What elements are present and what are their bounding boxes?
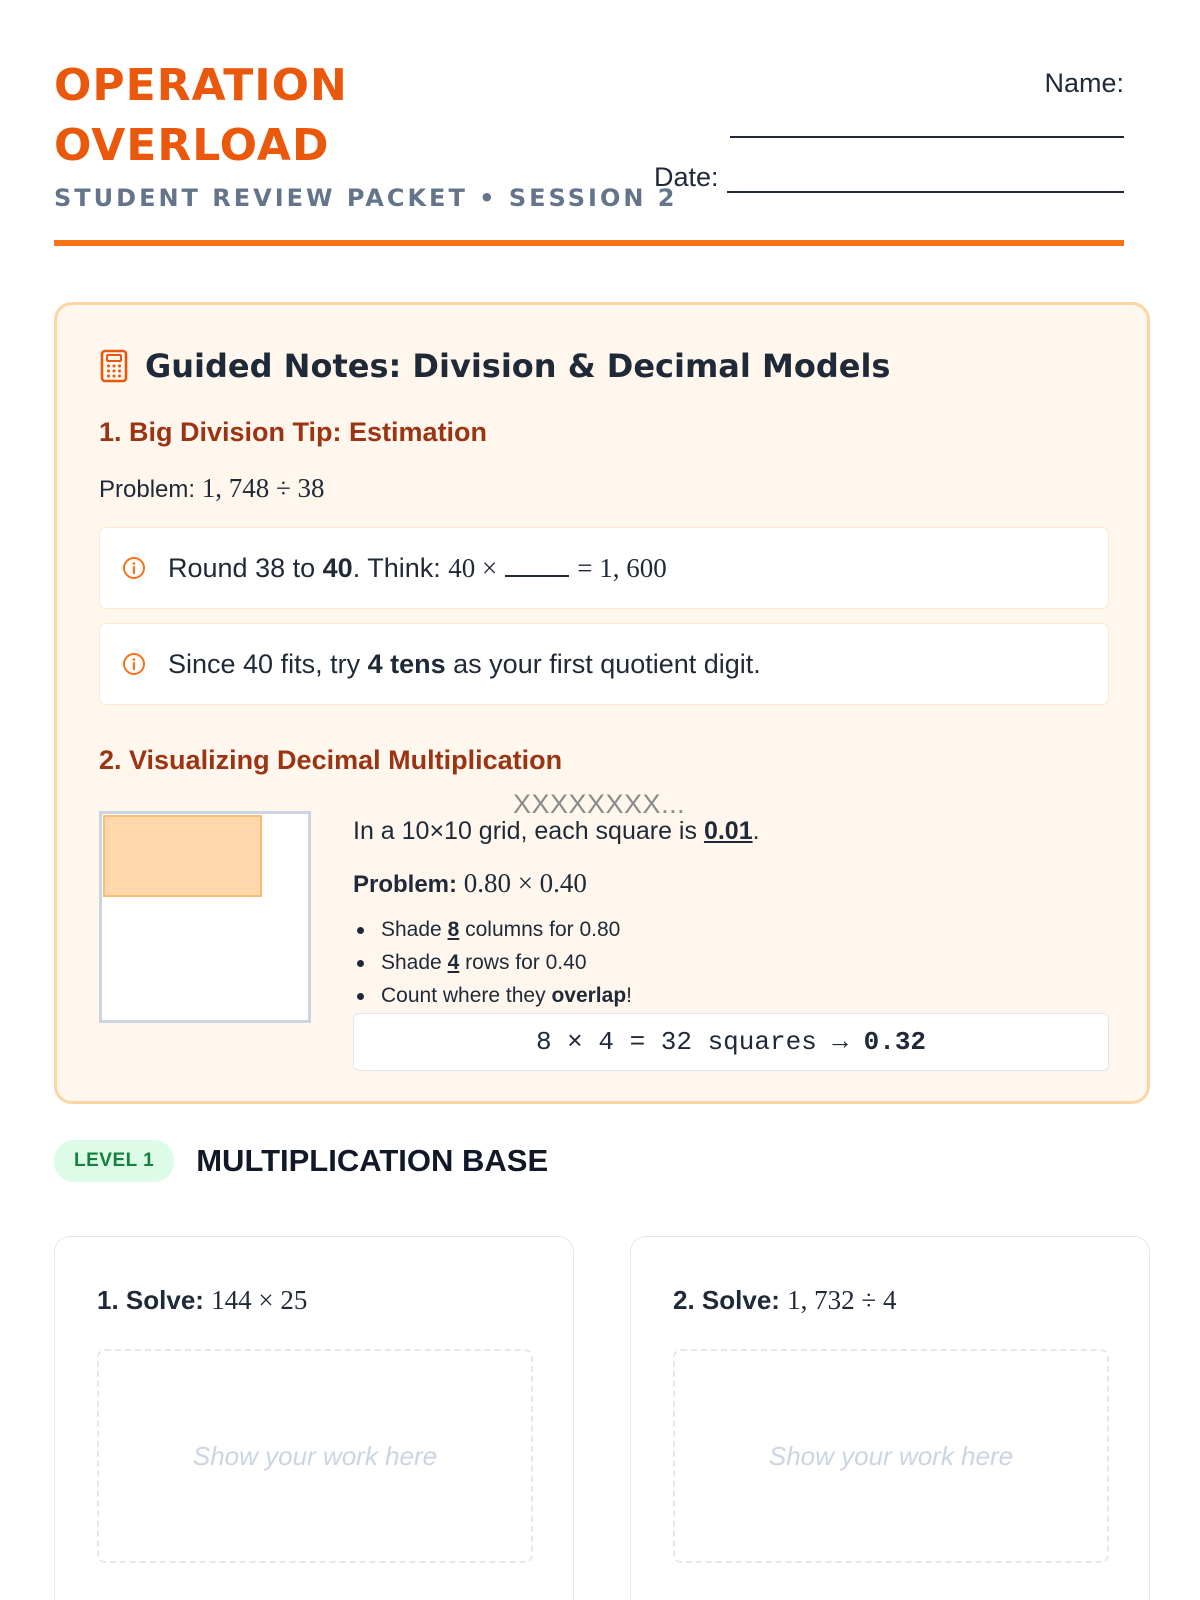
step-text: Shade [381, 918, 442, 941]
step-value: overlap [551, 984, 627, 1007]
info-icon [122, 652, 146, 676]
title-block [54, 56, 678, 212]
name-label: Name: [1044, 68, 1124, 98]
level-title: MULTIPLICATION BASE [196, 1143, 549, 1178]
grid-shaded-region [103, 815, 262, 897]
problem-prompt [673, 1285, 897, 1316]
division-problem [99, 473, 325, 504]
tip-text-mid: . Think: [352, 552, 441, 583]
work-area-placeholder: Show your work here [768, 1440, 1014, 1471]
problem-expression: 144 × 25 [211, 1285, 308, 1315]
step-text: ! [626, 984, 632, 1007]
list-item [353, 979, 1113, 1012]
tip-expression-left: 40 × [448, 552, 498, 583]
grid-description-end: . [752, 817, 760, 845]
work-area[interactable] [673, 1349, 1109, 1563]
quotient-tip-box [99, 623, 1109, 705]
section-heading-decimal: 2. Visualizing Decimal Multiplication [99, 745, 563, 775]
tip-rounded-value: 40 [322, 552, 353, 583]
tip-text [168, 553, 667, 584]
problem-label: Problem: [99, 476, 196, 503]
level-badge: LEVEL 1 [54, 1140, 174, 1182]
calculator-icon [99, 349, 129, 383]
tip-text-start: Round 38 to [168, 552, 316, 583]
decimal-grid-model [99, 811, 311, 1023]
step-text: Count where they [381, 984, 546, 1007]
tip-text-end: as your first quotient digit. [453, 648, 761, 679]
date-field-line[interactable] [727, 165, 1124, 193]
tip-highlight: 4 tens [367, 648, 446, 679]
grid-description [353, 817, 1113, 846]
step-text: Shade [381, 951, 442, 974]
list-item [353, 913, 1113, 946]
date-label: Date: [654, 162, 719, 192]
problem-expression: 0.80 × 0.40 [463, 868, 587, 898]
tip-text [168, 649, 761, 680]
step-value: 8 [447, 918, 460, 941]
section-heading-estimation: 1. Big Division Tip: Estimation [99, 417, 488, 447]
steps-list [353, 913, 1113, 1012]
decimal-problem [353, 868, 1113, 899]
level-header [54, 1140, 548, 1182]
problem-expression: 1, 732 ÷ 4 [787, 1285, 897, 1315]
result-equation-box [353, 1013, 1109, 1071]
date-row [654, 162, 1124, 193]
problem-expression: 1, 748 ÷ 38 [201, 473, 325, 503]
guided-notes-title-text: Guided Notes: Division & Decimal Models [145, 347, 891, 385]
tip-expression-right: = 1, 600 [577, 552, 667, 583]
step-text: columns for 0.80 [465, 918, 621, 941]
info-icon [122, 556, 146, 580]
result-equation: 8 × 4 = 32 squares → [535, 1027, 849, 1057]
estimation-tip-box [99, 527, 1109, 609]
decimal-explanation [353, 817, 1113, 1012]
problem-label: Problem: [353, 871, 458, 898]
worksheet-subtitle: STUDENT REVIEW PACKET • SESSION 2 [54, 184, 678, 212]
step-value: 4 [447, 951, 460, 974]
problem-card-1 [54, 1236, 574, 1600]
work-area[interactable] [97, 1349, 533, 1563]
worksheet-title-line-1: OPERATION [54, 60, 348, 111]
overlay-placeholder-text: XXXXXXXX... [513, 789, 686, 819]
worksheet-title-line-2: OVERLOAD [54, 120, 330, 171]
answer-blank[interactable] [505, 557, 569, 577]
work-area-placeholder: Show your work here [192, 1440, 438, 1471]
problem-label: 1. Solve: [97, 1285, 204, 1315]
grid-square-value: 0.01 [703, 817, 753, 845]
problem-label: 2. Solve: [673, 1285, 780, 1315]
list-item [353, 946, 1113, 979]
guided-notes-title [99, 347, 890, 385]
result-value: 0.32 [863, 1027, 927, 1057]
student-fields [654, 68, 1124, 193]
problem-card-2 [630, 1236, 1150, 1600]
worksheet-header [54, 0, 1124, 246]
grid-description-text: In a 10×10 grid, each square is [353, 817, 697, 845]
guided-notes-card [54, 302, 1150, 1104]
name-field-line[interactable] [730, 108, 1124, 138]
step-text: rows for 0.40 [465, 951, 587, 974]
tip-text-start: Since 40 fits, try [168, 648, 361, 679]
problem-prompt [97, 1285, 307, 1316]
